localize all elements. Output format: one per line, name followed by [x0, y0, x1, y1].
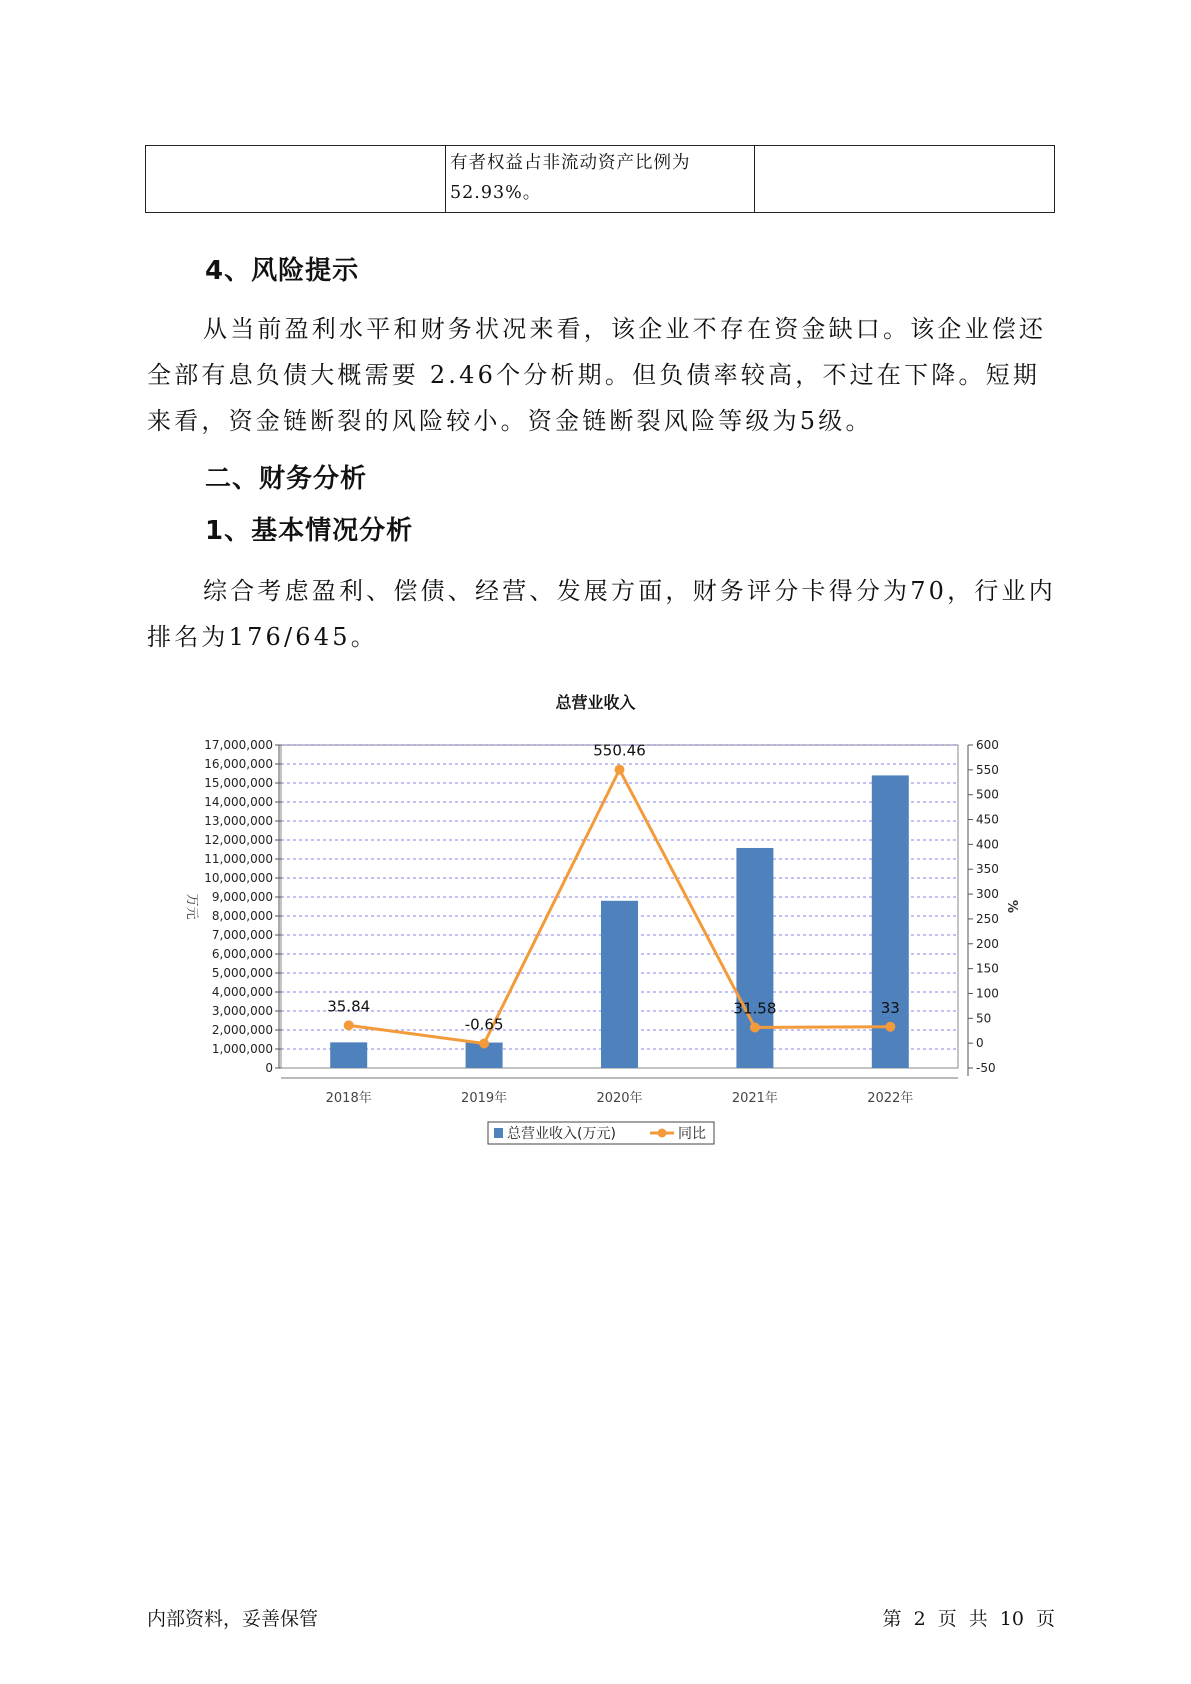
y-tick-label: 8,000,000: [211, 909, 273, 923]
x-tick-label: 2020年: [596, 1091, 643, 1106]
table-cell-empty-left: [146, 146, 446, 213]
y2-tick-label: 350: [976, 862, 999, 877]
y-tick-label: 1,000,000: [211, 1042, 273, 1056]
yoy-point: [479, 1038, 489, 1048]
y-tick-label: 9,000,000: [211, 890, 273, 904]
y2-tick-label: 300: [976, 887, 999, 902]
legend-line-marker: [658, 1129, 667, 1138]
section-heading-basic-analysis: 1、基本情况分析: [205, 516, 414, 546]
section-heading-financial-analysis: 二、财务分析: [205, 464, 368, 494]
y-tick-label: 17,000,000: [204, 738, 273, 752]
revenue-bar: [330, 1042, 367, 1068]
y-tick-label: 16,000,000: [204, 757, 273, 771]
y-tick-label: 6,000,000: [211, 947, 273, 961]
y-tick-label: 10,000,000: [204, 871, 273, 885]
y-tick-label: 3,000,000: [211, 1004, 273, 1018]
y2-tick-label: 0: [976, 1036, 984, 1051]
footer-confidential-note: 内部资料，妥善保管: [147, 1608, 319, 1630]
yoy-data-label: -0.65: [464, 1015, 504, 1034]
footer-page-number: 第 2 页 共 10 页: [882, 1608, 1055, 1630]
yoy-point: [615, 765, 625, 775]
yoy-data-label: 31.58: [733, 999, 777, 1018]
revenue-bar: [736, 848, 773, 1068]
yoy-point: [750, 1022, 760, 1032]
section-heading-risk: 4、风险提示: [205, 256, 360, 286]
y-tick-label: 4,000,000: [211, 985, 273, 999]
y-tick-label: 13,000,000: [204, 814, 273, 828]
table-cell-text: 有者权益占非流动资产比例为52.93%。: [446, 146, 755, 213]
y2-tick-label: 100: [976, 986, 999, 1001]
yoy-data-label: 33: [880, 998, 900, 1017]
chart-title: 总营业收入: [555, 693, 636, 712]
legend-line-label: 同比: [678, 1126, 706, 1142]
y2-axis-title: %: [1004, 899, 1019, 914]
y2-tick-label: 550: [976, 762, 999, 777]
x-tick-label: 2018年: [325, 1091, 372, 1106]
y2-tick-label: 50: [976, 1011, 992, 1026]
basic-analysis-paragraph: 综合考虑盈利、偿债、经营、发展方面，财务评分卡得分为70，行业内排名为176/645。: [147, 577, 1056, 651]
y-tick-label: 2,000,000: [211, 1023, 273, 1037]
revenue-chart: [0, 720, 1191, 1150]
y-tick-label: 12,000,000: [204, 833, 273, 847]
risk-paragraph: 从当前盈利水平和财务状况来看，该企业不存在资金缺口。该企业偿还全部有息负债大概需要 2.46个分析期。但负债率较高，不过在下降。短期来看，资金链断裂的风险较小。资金链断裂风险等级为5级。: [147, 315, 1047, 435]
y-tick-label: 11,000,000: [204, 852, 273, 866]
y2-tick-label: -50: [976, 1061, 996, 1075]
y2-tick-label: 200: [976, 936, 999, 951]
y2-tick-label: 150: [976, 961, 999, 976]
y2-tick-label: 250: [976, 911, 999, 926]
table-cell-empty-right: [754, 146, 1054, 213]
y-axis-title: 万元: [184, 893, 199, 920]
y2-tick-label: 450: [976, 812, 999, 827]
y2-tick-label: 400: [976, 837, 999, 852]
x-tick-label: 2021年: [731, 1091, 778, 1106]
continued-table: [145, 145, 1055, 213]
y-tick-label: 15,000,000: [204, 776, 273, 790]
table-row: [146, 146, 1055, 213]
y2-tick-label: 600: [976, 738, 999, 752]
legend-bar-label: 总营业收入(万元): [507, 1126, 616, 1142]
y2-tick-label: 500: [976, 787, 999, 802]
x-tick-label: 2019年: [461, 1091, 508, 1106]
revenue-bar: [601, 901, 638, 1068]
yoy-point: [885, 1022, 895, 1032]
y-tick-label: 14,000,000: [204, 795, 273, 809]
yoy-point: [344, 1020, 354, 1030]
y-tick-label: 7,000,000: [211, 928, 273, 942]
y-tick-label: 0: [265, 1061, 273, 1075]
legend-bar-swatch: [494, 1128, 503, 1138]
x-tick-label: 2022年: [867, 1091, 914, 1106]
y-tick-label: 5,000,000: [211, 966, 273, 980]
yoy-data-label: 550.46: [593, 741, 646, 760]
yoy-data-label: 35.84: [327, 997, 371, 1016]
